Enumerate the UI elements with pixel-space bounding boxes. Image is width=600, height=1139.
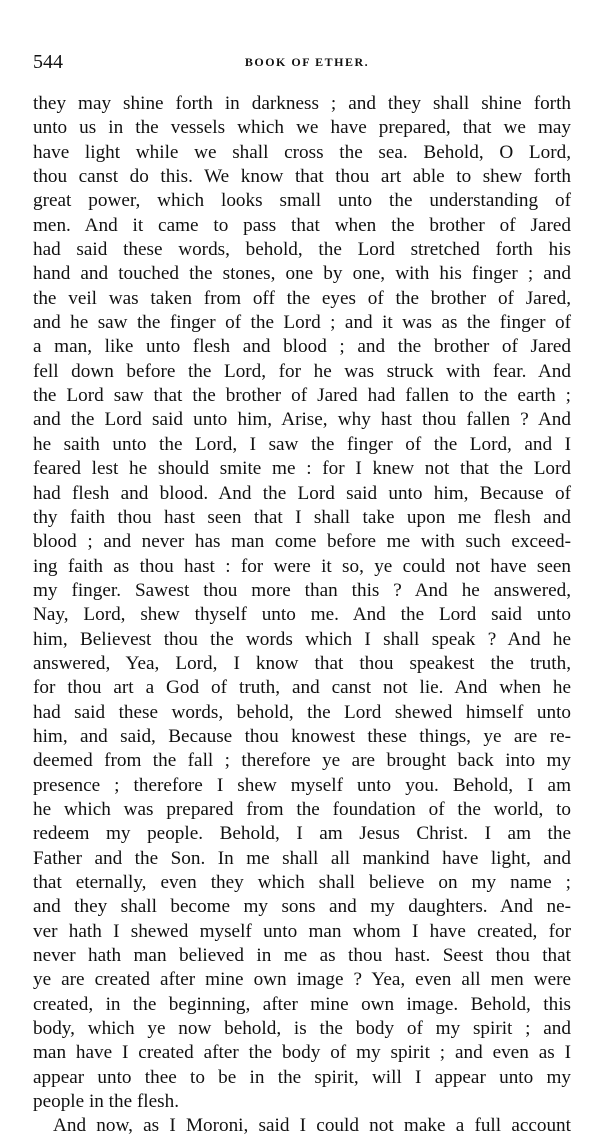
- page-body-text: [33, 92, 571, 1139]
- text-line: ye are created after mine own image ? Yea, even all men were: [33, 969, 571, 991]
- text-line: body, which ye now behold, is the body of my spirit ; and: [33, 1018, 571, 1040]
- text-line: feared lest he should smite me : for I knew not that the Lord: [33, 458, 571, 480]
- text-line: hand and touched the stones, one by one, with his finger ; and: [33, 263, 571, 285]
- text-line: my finger. Sawest thou more than this ? And he answered,: [33, 579, 571, 601]
- text-line: answered, Yea, Lord, I know that thou speakest the truth,: [33, 652, 571, 674]
- text-line: blood ; and never has man come before me with such exceed-: [33, 531, 571, 553]
- text-line-new-paragraph: And now, as I Moroni, said I could not make a full account: [53, 1115, 571, 1137]
- text-line: he which was prepared from the foundation of the world, to: [33, 798, 571, 820]
- text-line: great power, which looks small unto the understanding of: [33, 190, 571, 212]
- text-line: appear unto thee to be in the spirit, will I appear unto my: [33, 1066, 571, 1088]
- text-line: man have I created after the body of my spirit ; and even as I: [33, 1042, 571, 1064]
- text-line: that eternally, even they which shall believe on my name ;: [33, 872, 571, 893]
- text-line: ver hath I shewed myself unto man whom I have created, for: [33, 920, 571, 942]
- text-line: deemed from the fall ; therefore ye are brought back into my: [33, 750, 571, 772]
- text-line: and he saw the finger of the Lord ; and it was as the finger of: [33, 312, 571, 334]
- running-title: BOOK OF ETHER.: [244, 55, 370, 69]
- text-line: a man, like unto flesh and blood ; and the brother of Jared: [33, 336, 571, 358]
- text-line-paragraph-end: people in the flesh.: [33, 1091, 179, 1113]
- text-line: have light while we shall cross the sea. Behold, O Lord,: [33, 141, 571, 163]
- text-line: unto us in the vessels which we have prepared, that we may: [33, 117, 571, 139]
- text-line: they may shine forth in darkness ; and they shall shine forth: [33, 93, 571, 114]
- text-line: Nay, Lord, shew thyself unto me. And the Lord said unto: [33, 604, 571, 626]
- text-line: had said these words, behold, the Lord stretched forth his: [33, 239, 571, 261]
- text-line: the veil was taken from off the eyes of the brother of Jared,: [33, 287, 571, 309]
- text-line: and they shall become my sons and my daughters. And ne-: [33, 896, 571, 918]
- text-line: him, and said, Because thou knowest these things, ye are re-: [33, 725, 571, 747]
- page-number: 544: [33, 51, 63, 73]
- text-line: ing faith as thou hast : for were it so, ye could not have seen: [33, 555, 571, 577]
- text-line: men. And it came to pass that when the brother of Jared: [33, 214, 571, 236]
- text-line: he saith unto the Lord, I saw the finger of the Lord, and I: [33, 433, 571, 455]
- text-line: fell down before the Lord, for he was struck with fear. And: [33, 360, 571, 382]
- text-line: never hath man believed in me as thou hast. Seest thou that: [33, 945, 571, 967]
- text-line: presence ; therefore I shew myself unto you. Behold, I am: [33, 774, 571, 796]
- text-line: and the Lord said unto him, Arise, why hast thou fallen ? And: [33, 409, 571, 431]
- text-line: created, in the beginning, after mine own image. Behold, this: [33, 993, 571, 1015]
- text-line: redeem my people. Behold, I am Jesus Christ. I am the: [33, 823, 571, 845]
- text-line: the Lord saw that the brother of Jared had fallen to the earth ;: [33, 385, 571, 407]
- text-line: thou canst do this. We know that thou art able to shew forth: [33, 166, 571, 188]
- text-line: Father and the Son. In me shall all mankind have light, and: [33, 847, 571, 869]
- text-line: for thou art a God of truth, and canst not lie. And when he: [33, 677, 571, 699]
- text-line: had flesh and blood. And the Lord said unto him, Because of: [33, 482, 571, 504]
- text-line: had said these words, behold, the Lord shewed himself unto: [33, 701, 571, 723]
- text-line: him, Believest thou the words which I shall speak ? And he: [33, 628, 571, 650]
- page-header: [33, 50, 571, 74]
- text-line: thy faith thou hast seen that I shall take upon me flesh and: [33, 506, 571, 528]
